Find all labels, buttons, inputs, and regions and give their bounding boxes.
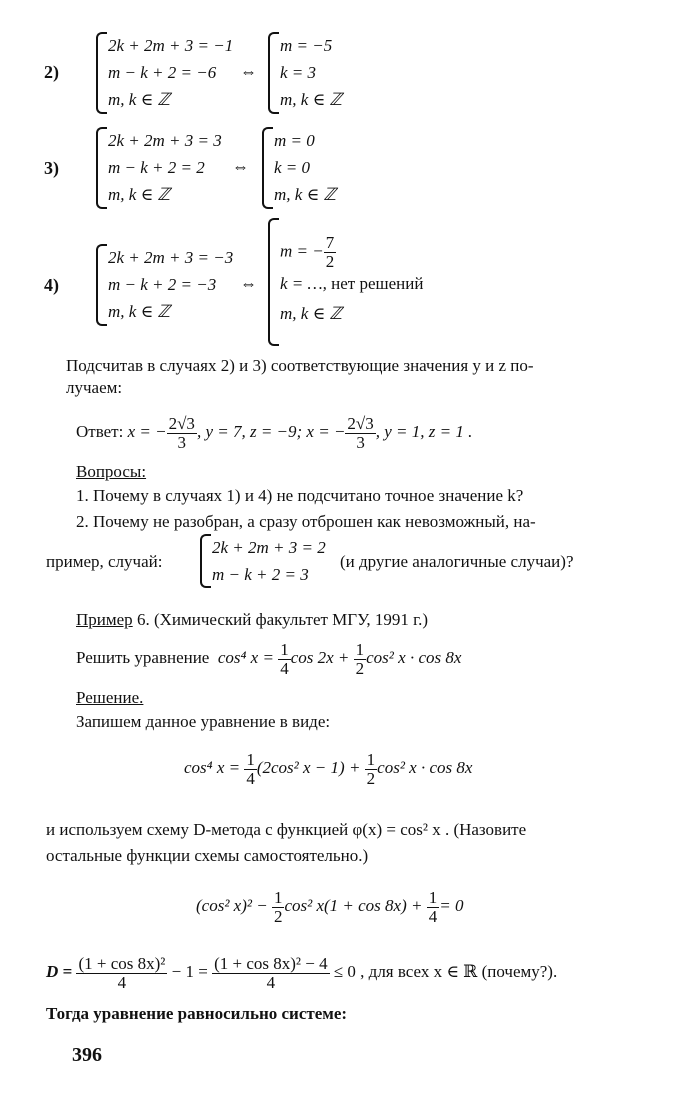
equation: m = −5 (280, 36, 333, 55)
system-right (268, 218, 468, 346)
equation: m, k ∈ ℤ (108, 185, 171, 204)
solution-line: и используем схему D-метода с функцией φ(x) = cos² x . (Назовите (46, 820, 527, 839)
no-solutions-note: нет решений (331, 274, 424, 293)
brace (268, 32, 279, 114)
answer-label: Ответ: (76, 422, 124, 441)
equivalence-sign: ⇔ (240, 274, 257, 293)
solution-line: Запишем данное уравнение в виде: (76, 712, 331, 731)
equation: m, k ∈ ℤ (280, 90, 343, 109)
brace (268, 218, 279, 346)
question-2: 2. Почему не разобран, а сразу отброшен как невозможный, на- (76, 512, 536, 531)
equation: m − k + 2 = −3 (108, 275, 217, 294)
brace (200, 534, 211, 588)
equation: 2k + 2m + 3 = 2 (212, 538, 326, 557)
paragraph-line: Подсчитав в случаях 2) и 3) соответствующие значения y и z по- (66, 356, 534, 375)
system-right (262, 127, 372, 209)
equation: m − k + 2 = −6 (108, 63, 217, 82)
brace (96, 244, 107, 326)
equation: m, k ∈ ℤ (108, 302, 171, 321)
fraction-numerator: 7 (325, 233, 335, 252)
equation-display: (cos² x)² − $\frac{1}{2}$ cos² x(1 + cos 8x) + $\frac{1}{4}$ = 0 (196, 887, 464, 926)
question-2-continuation: пример, случай: (46, 552, 163, 571)
equation: m − k + 2 = 3 (212, 565, 309, 584)
brace (96, 32, 107, 114)
equation-display: cos⁴ x = $\frac{1}{4}$ (2cos² x − 1) + $\frac{1}{2}$ cos² x · cos 8x (184, 749, 473, 788)
equation: 2k + 2m + 3 = −1 (108, 36, 234, 55)
equation: k = …, нет решений (280, 274, 424, 293)
fraction-numerator: 2√3 (347, 413, 374, 433)
equation: 2k + 2m + 3 = −3 (108, 248, 234, 267)
equation: m, k ∈ ℤ (274, 185, 337, 204)
fraction-numerator: 2√3 (168, 413, 195, 433)
equation: 2k + 2m + 3 = 3 (108, 131, 222, 150)
brace (96, 127, 107, 209)
discriminant-line: D = $\frac{\text{(1 + cos 8x)²}}{4}$ − 1 = $\frac{\text{(1 + cos 8x)² − 4}}{4}$ ≤ 0 , для всех x ∈ ℝ (почему?). (46, 953, 558, 992)
equation: m, k ∈ ℤ (108, 90, 171, 109)
equation: k = 0 (274, 158, 311, 177)
question-1: 1. Почему в случаях 1) и 4) не подсчитано точное значение k? (76, 486, 524, 505)
page-number: 396 (72, 1044, 102, 1066)
case-number: 3) (44, 158, 59, 178)
fraction-denominator: 3 (177, 432, 187, 452)
case-number: 2) (44, 62, 59, 82)
equivalence-sign: ⇔ (232, 157, 249, 176)
answer-line: Ответ: x = − $\frac{2√3}{3}$ , y = 7, z = −9; x = − $\frac{2√3}{3}$ , y = 1, z = 1 . (76, 413, 473, 452)
equivalence-sign: ⇔ (240, 62, 257, 81)
example-heading: Пример 6. (Химический факультет МГУ, 1991 г.) (76, 610, 429, 629)
solution-line: Тогда уравнение равносильно системе: (46, 1004, 348, 1023)
case-number: 4) (44, 275, 59, 295)
system-right (268, 32, 378, 114)
equation: m − k + 2 = 2 (108, 158, 205, 177)
questions-heading: Вопросы: (76, 462, 147, 481)
paragraph-line: лучаем: (66, 378, 123, 397)
brace (262, 127, 273, 209)
example-task: Решить уравнение cos⁴ x = $\frac{1}{4}$ cos 2x + $\frac{1}{2}$ cos² x · cos 8x (76, 639, 462, 678)
fraction-denominator: 2 (325, 252, 335, 271)
system-question (200, 534, 340, 588)
equation: k = 3 (280, 63, 317, 82)
equation: m = 0 (274, 131, 315, 150)
equation: m, k ∈ ℤ (280, 304, 343, 323)
fraction-denominator: 3 (356, 432, 365, 452)
question-2-suffix: (и другие аналогичные случаи)? (340, 552, 574, 571)
equation: m = − $\frac{7}{2}$ (280, 233, 335, 271)
solution-heading: Решение. (76, 688, 144, 707)
solution-line: остальные функции схемы самостоятельно.) (46, 846, 369, 865)
